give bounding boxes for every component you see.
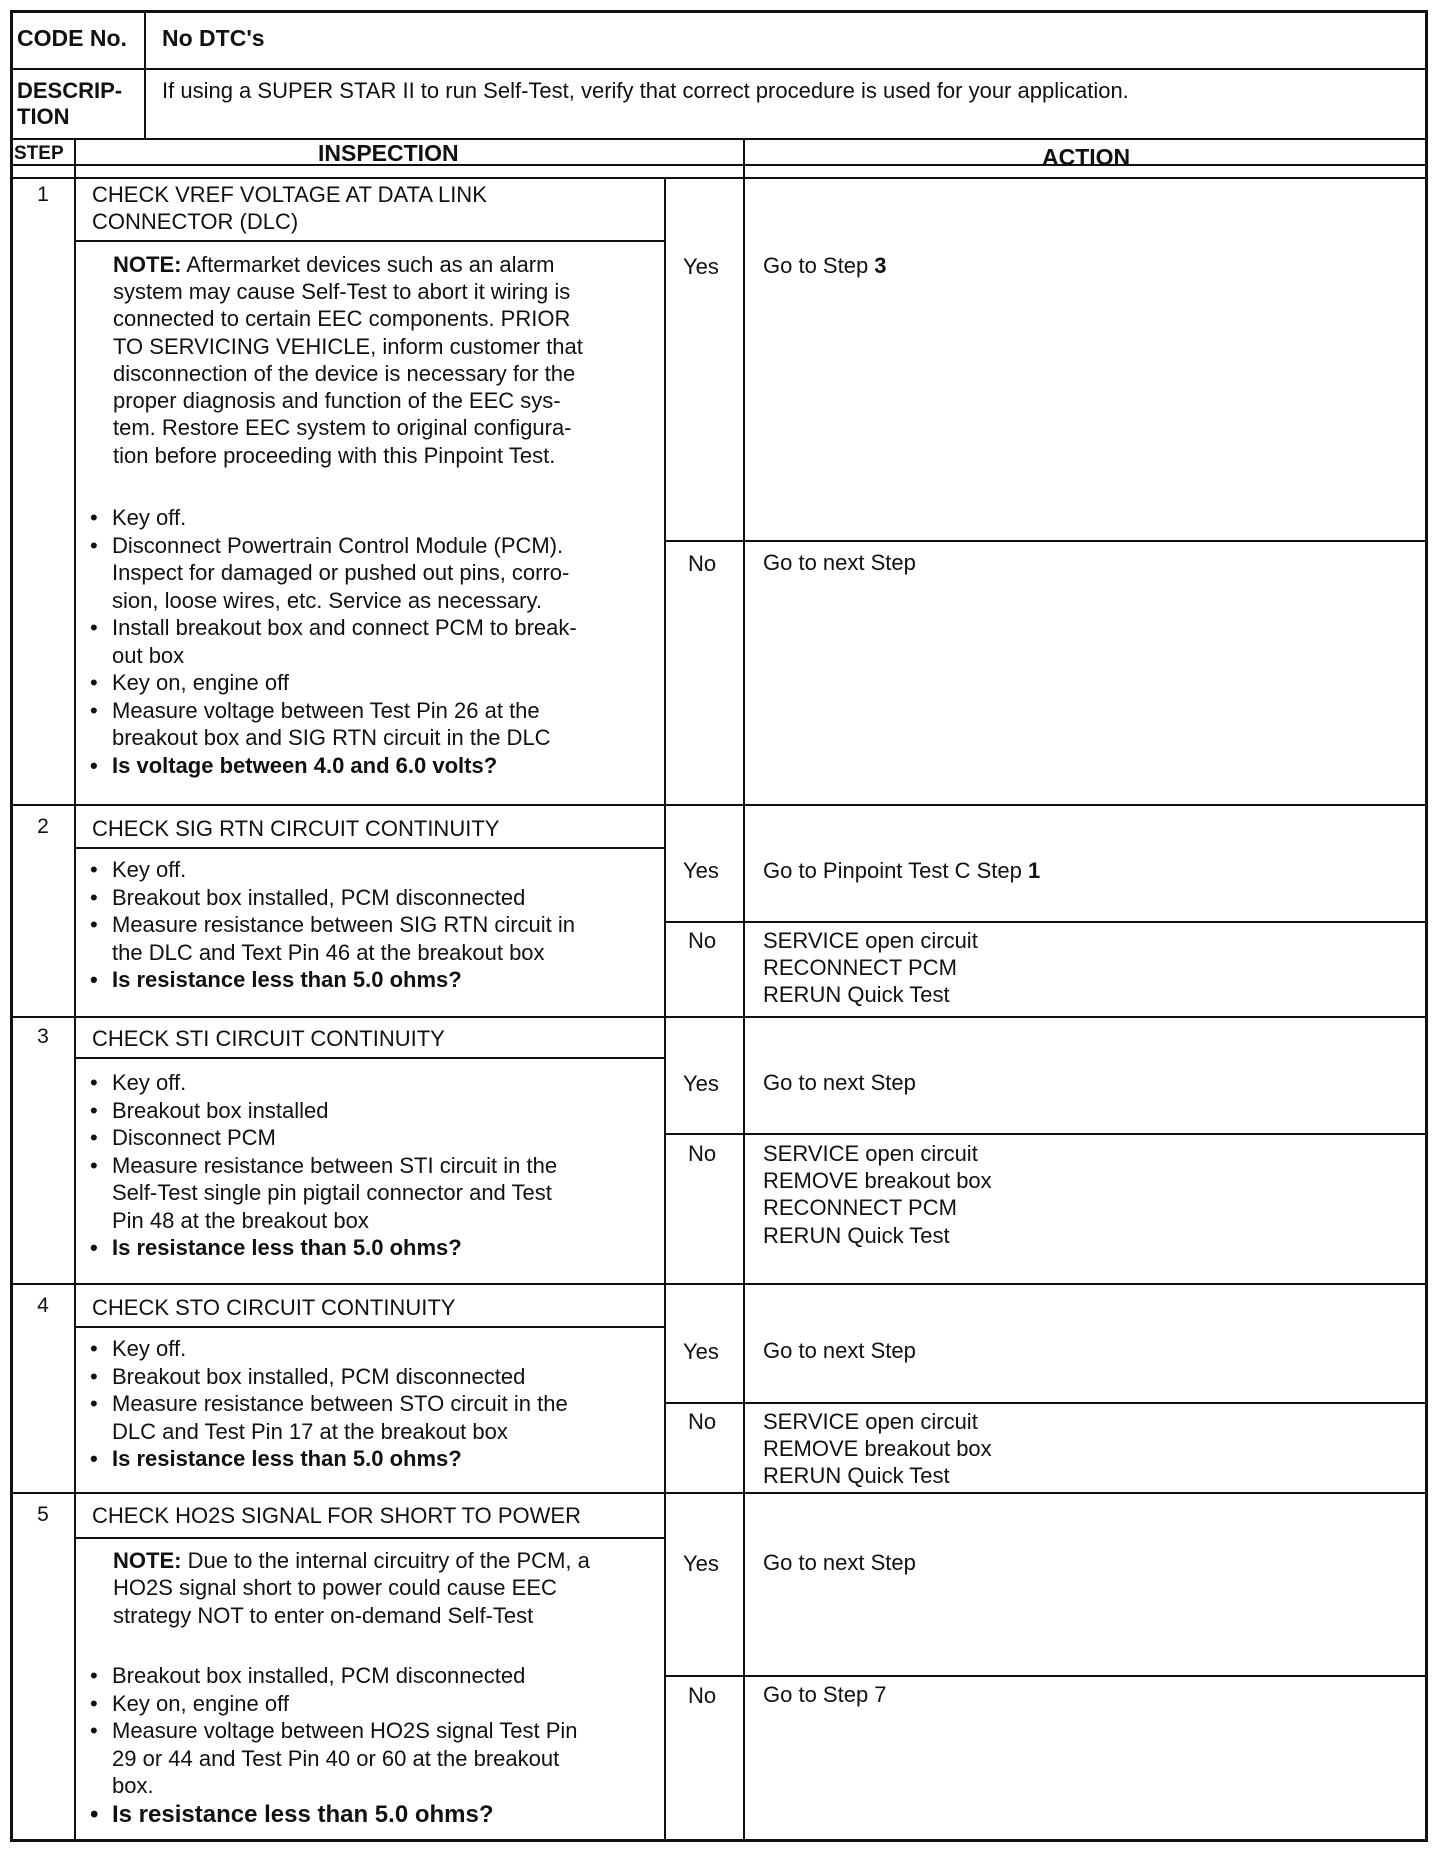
list-item-line: out box [112,643,185,668]
step-title: CONNECTOR (DLC) [92,209,299,234]
no-action: SERVICE open circuit [763,1141,978,1166]
yes-action: Go to next Step [763,1070,916,1095]
list-item-line: Pin 48 at the breakout box [112,1208,369,1233]
no-action: RECONNECT PCM [763,1195,957,1220]
description-text: If using a SUPER STAR II to run Self-Test, verify that correct procedure is used for your application. [162,78,1129,103]
step-divider [10,1283,1428,1285]
yes-no-separator [664,921,1428,923]
note-line: strategy NOT to enter on-demand Self-Test [113,1603,534,1628]
column-step-header: STEP [14,143,64,164]
step-number: 4 [37,1294,49,1317]
note-line: disconnection of the device is necessary for the [113,361,576,386]
no-label: No [688,928,717,953]
title-underline [74,847,664,849]
no-label: No [688,1409,717,1434]
no-action: SERVICE open circuit [763,928,978,953]
yes-no-column-divider [664,177,666,1842]
code-label: CODE No. [17,25,127,51]
description-label-1: DESCRIP- [17,78,123,103]
step-title: CHECK HO2S SIGNAL FOR SHORT TO POWER [92,1503,581,1528]
yes-action: Go to Pinpoint Test C Step 1 [763,858,1041,883]
note-line: tion before proceeding with this Pinpoint Test. [113,443,556,468]
step-column-divider [74,138,76,1842]
title-underline [74,1057,664,1059]
no-action: Go to Step 7 [763,1682,887,1707]
no-action: REMOVE breakout box [763,1168,992,1193]
rule [144,10,146,138]
note-line: connected to certain EEC components. PRIOR [113,306,571,331]
no-action: RECONNECT PCM [763,955,957,980]
description-label-2: TION [17,104,70,129]
title-underline [74,1326,664,1328]
yes-action: Go to next Step [763,1338,916,1363]
note-line: TO SERVICING VEHICLE, inform customer that [113,334,583,359]
list-item-line: sion, loose wires, etc. Service as necessary. [112,588,542,613]
note-line: system may cause Self-Test to abort it wiring is [113,279,571,304]
step-number: 2 [37,815,49,838]
step-title: CHECK SIG RTN CIRCUIT CONTINUITY [92,816,500,841]
list-item-line: box. [112,1773,154,1798]
rule [10,164,1428,166]
step-divider [10,804,1428,806]
note-label: NOTE: [113,1548,182,1573]
no-action: Go to next Step [763,550,916,575]
column-inspection-header: INSPECTION [318,140,459,166]
yes-action: Go to next Step [763,1550,916,1575]
title-underline [74,1537,664,1539]
note-label: NOTE: [113,252,182,277]
no-action: REMOVE breakout box [763,1436,992,1461]
code-value: No DTC's [162,25,265,51]
action-column-divider [743,138,745,1842]
step-title: CHECK STI CIRCUIT CONTINUITY [92,1026,445,1051]
no-label: No [688,551,717,576]
step-divider [10,1016,1428,1018]
list-item-line: 29 or 44 and Test Pin 40 or 60 at the breakout [112,1746,560,1771]
rule [10,177,1428,179]
column-action-header: ACTION [1042,144,1131,170]
yes-no-separator [664,540,1428,542]
title-underline [74,240,664,242]
yes-no-separator [664,1675,1428,1677]
list-item-line: breakout box and SIG RTN circuit in the DLC [112,725,551,750]
step-number: 5 [37,1503,49,1526]
step-title: CHECK STO CIRCUIT CONTINUITY [92,1295,456,1320]
list-item-line: Self-Test single pin pigtail connector and Test [112,1180,552,1205]
yes-label: Yes [683,1071,719,1096]
note-text: NOTE: Aftermarket devices such as an alarm [113,252,555,277]
no-action: RERUN Quick Test [763,982,950,1007]
no-action: RERUN Quick Test [763,1463,950,1488]
note-line: tem. Restore EEC system to original configura- [113,415,572,440]
no-label: No [688,1141,717,1166]
yes-label: Yes [683,858,719,883]
yes-action: Go to Step 3 [763,253,887,278]
note-line: HO2S signal short to power could cause EEC [113,1575,557,1600]
yes-no-separator [664,1402,1428,1404]
rule [10,68,1428,70]
yes-label: Yes [683,254,719,279]
step-title: CHECK VREF VOLTAGE AT DATA LINK [92,182,487,207]
yes-label: Yes [683,1339,719,1364]
no-action: SERVICE open circuit [763,1409,978,1434]
list-item-line: DLC and Test Pin 17 at the breakout box [112,1419,508,1444]
no-action: RERUN Quick Test [763,1223,950,1248]
step-number: 3 [37,1025,49,1048]
note-text: NOTE: Due to the internal circuitry of the PCM, a [113,1548,590,1573]
yes-no-separator [664,1133,1428,1135]
step-number: 1 [37,183,49,206]
rule [10,138,1428,140]
yes-label: Yes [683,1551,719,1576]
note-line: proper diagnosis and function of the EEC sys- [113,388,561,413]
no-label: No [688,1683,717,1708]
step-divider [10,1492,1428,1494]
list-item-line: the DLC and Text Pin 46 at the breakout box [112,940,545,965]
list-item-line: Inspect for damaged or pushed out pins, corro- [112,560,570,585]
